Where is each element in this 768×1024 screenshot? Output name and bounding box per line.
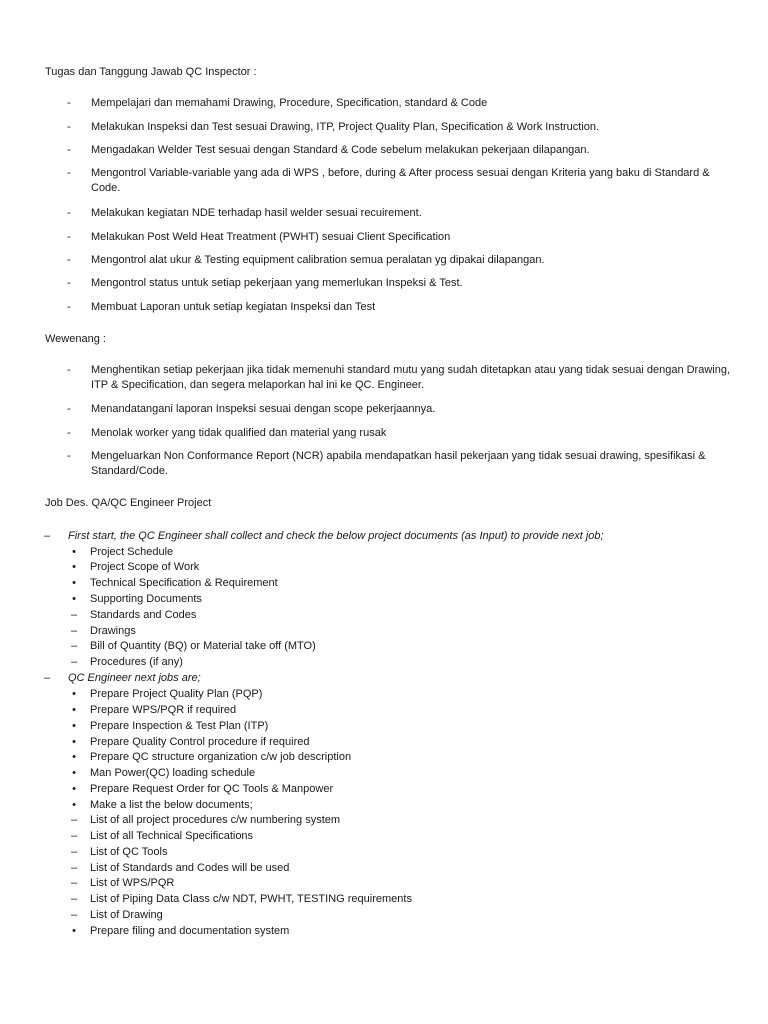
section-heading-wewenang: Wewenang : (45, 333, 106, 345)
dash-bullet: - (67, 121, 71, 133)
dash-bullet: - (67, 277, 71, 289)
dash-bullet: - (67, 144, 71, 156)
document-page: Tugas dan Tanggung Jawab QC Inspector : - Mempelajari dan memahami Drawing, Procedure, Specification, standard & Code - Melakukan Inspeksi dan Test sesuai Drawing, ITP, Project Quality Plan, Specification & Work Instruction. - Mengadakan Welder Test sesuai dengan Standard & Code sebelum melakukan pekerjaan dilapangan. - Mengontrol Variable-variable yang ada di WPS , before, during & After process sesuai dengan Kriteria yang baku di Standard & Code. - Melakukan kegiatan NDE terhadap hasil welder sesuai recuirement. - Melakukan Post Weld Heat Treatment (PWHT) sesuai Client Specification - Mengontrol alat ukur & Testing equipment calibration semua peralatan yg dipakai dilapangan. - Mengontrol status untuk setiap pekerjaan yang memerlukan Inspeksi & Test. - Membuat Laporan untuk setiap kegiatan Inspeksi dan Test Wewenang : - Menghentikan setiap pekerjaan jika tidak memenuhi standard mutu yang sudah ditetapkan atau yang tidak sesuai dengan Drawing, ITP & Specification, dan segera melaporkan hal ini ke QC. Engineer. - Menandatangani laporan Inspeksi sesuai dengan scope pekerjaannya. - Menolak worker yang tidak qualified dan material yang rusak - Mengeluarkan Non Conformance Report (NCR) apabila mendapatkan hasil pekerjaan yang tidak sesuai drawing, spesifikasi & Standard/Code. Job Des. QA/QC Engineer Project – First start, the QC Engineer shall collect and check the below project documents (as Input) to provide next job; • Project Schedule • Project Scope of Work • Technical Specification & Requirement • Supporting Documents – Standards and Codes – Drawings – Bill of Quantity (BQ) or Material take off (MTO) – Procedures (if any) – QC Engineer next jobs are; • Prepare Project Quality Plan (PQP) • Prepare WPS/PQR if required • Prepare Inspection & Test Plan (ITP) • Prepare Quality Control procedure if required • Prepare QC structure organization c/w job description • Man Power(QC) loading schedule • Prepare Request Order for QC Tools & Manpower • Make a list the below documents; – List of all project procedures c/w numbering system – List of all Technical Specifications – List of QC Tools – List of Standards and Codes will be used – List of WPS/PQR – List of Piping Data Class c/w NDT, PWHT, TESTING requirements – List of Drawing • Prepare filing and documentation system (44, 66, 731, 937)
dash-bullet: - (67, 167, 71, 179)
dash-bullet: - (67, 427, 71, 439)
dash-bullet: – (44, 672, 51, 684)
dash-bullet: – (44, 530, 51, 542)
dash-bullet: - (67, 301, 71, 313)
section-heading-jobdes: Job Des. QA/QC Engineer Project (45, 497, 212, 509)
dash-bullet: - (67, 254, 71, 266)
dash-bullet: - (67, 231, 71, 243)
dash-bullet: - (67, 364, 71, 376)
dash-bullet: - (67, 450, 71, 462)
dash-bullet: - (67, 207, 71, 219)
dash-bullet: - (67, 97, 71, 109)
dash-bullet: - (67, 403, 71, 415)
section-heading-tugas: Tugas dan Tanggung Jawab QC Inspector : (45, 66, 257, 78)
